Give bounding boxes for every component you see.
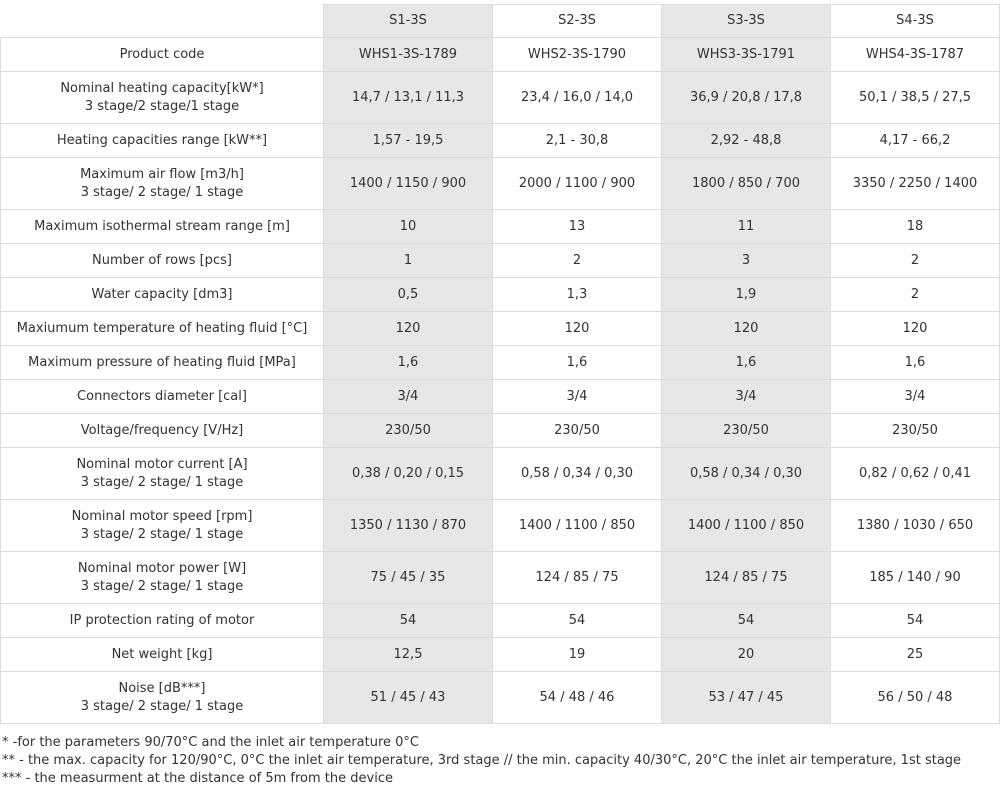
table-cell: 12,5 <box>324 638 493 672</box>
table-row <box>1 448 1000 500</box>
row-label <box>1 380 324 414</box>
row-label-line: Nominal motor speed [rpm] <box>71 508 253 524</box>
table-cell: 0,82 / 0,62 / 0,41 <box>831 448 1000 500</box>
table-cell: 4,17 - 66,2 <box>831 124 1000 158</box>
table-cell: 124 / 85 / 75 <box>662 552 831 604</box>
row-label <box>1 210 324 244</box>
table-cell: 54 <box>662 604 831 638</box>
row-label <box>1 244 324 278</box>
table-cell: 3/4 <box>831 380 1000 414</box>
table-cell: 14,7 / 13,1 / 11,3 <box>324 72 493 124</box>
spec-table-body <box>1 38 1000 724</box>
table-cell: 23,4 / 16,0 / 14,0 <box>493 72 662 124</box>
table-row <box>1 38 1000 72</box>
table-cell: 1800 / 850 / 700 <box>662 158 831 210</box>
row-label <box>1 552 324 604</box>
table-cell: 2,1 - 30,8 <box>493 124 662 158</box>
footnote: * -for the parameters 90/70°C and the inlet air temperature 0°C <box>2 735 420 750</box>
row-label-line: Noise [dB***] <box>118 680 206 696</box>
table-cell: 230/50 <box>493 414 662 448</box>
column-header: S2-3S <box>493 5 662 38</box>
table-row <box>1 604 1000 638</box>
column-header: S4-3S <box>831 5 1000 38</box>
row-label-line: Product code <box>119 46 205 62</box>
row-label-line: Nominal motor current [A] <box>76 456 248 472</box>
row-label-line: Maxiumum temperature of heating fluid [°C] <box>16 320 308 336</box>
row-label <box>1 346 324 380</box>
row-label <box>1 278 324 312</box>
table-cell: 2 <box>831 244 1000 278</box>
table-cell: WHS1-3S-1789 <box>324 38 493 72</box>
table-cell: 3/4 <box>324 380 493 414</box>
table-cell: 56 / 50 / 48 <box>831 672 1000 724</box>
row-label-line: Nominal motor power [W] <box>77 560 247 576</box>
table-cell: 0,58 / 0,34 / 0,30 <box>662 448 831 500</box>
table-cell: 10 <box>324 210 493 244</box>
row-label-line: Nominal heating capacity[kW*] <box>60 80 264 96</box>
footnotes <box>2 734 961 788</box>
table-cell: 36,9 / 20,8 / 17,8 <box>662 72 831 124</box>
table-row <box>1 346 1000 380</box>
column-header: S1-3S <box>324 5 493 38</box>
table-cell: 0,58 / 0,34 / 0,30 <box>493 448 662 500</box>
row-label-line: 3 stage/2 stage/1 stage <box>84 98 240 114</box>
row-label-line: Maximum isothermal stream range [m] <box>34 218 290 234</box>
row-label-line: Maximum air flow [m3/h] <box>80 166 244 182</box>
table-cell: 1400 / 1100 / 850 <box>662 500 831 552</box>
header-row <box>1 5 1000 38</box>
table-cell: 2000 / 1100 / 900 <box>493 158 662 210</box>
row-label-line: Water capacity [dm3] <box>91 286 233 302</box>
table-cell: 53 / 47 / 45 <box>662 672 831 724</box>
row-label <box>1 672 324 724</box>
table-row <box>1 414 1000 448</box>
table-cell: 2 <box>493 244 662 278</box>
table-cell: 1400 / 1100 / 850 <box>493 500 662 552</box>
table-row <box>1 672 1000 724</box>
table-cell: 1,3 <box>493 278 662 312</box>
table-cell: 3 <box>662 244 831 278</box>
table-row <box>1 210 1000 244</box>
table-row <box>1 158 1000 210</box>
table-cell: 0,38 / 0,20 / 0,15 <box>324 448 493 500</box>
footnote: *** - the measurment at the distance of 5m from the device <box>2 771 393 786</box>
table-cell: 3350 / 2250 / 1400 <box>831 158 1000 210</box>
row-label-line: Maximum pressure of heating fluid [MPa] <box>28 354 296 370</box>
row-label-line: 3 stage/ 2 stage/ 1 stage <box>80 526 244 542</box>
row-label <box>1 414 324 448</box>
table-cell: 1,6 <box>831 346 1000 380</box>
column-header: S3-3S <box>662 5 831 38</box>
table-row <box>1 552 1000 604</box>
table-cell: WHS2-3S-1790 <box>493 38 662 72</box>
row-label <box>1 500 324 552</box>
table-cell: 75 / 45 / 35 <box>324 552 493 604</box>
spec-table <box>0 4 1000 724</box>
row-label-line: Number of rows [pcs] <box>92 252 232 268</box>
row-label-line: 3 stage/ 2 stage/ 1 stage <box>80 474 244 490</box>
row-label-line: Heating capacities range [kW**] <box>56 132 268 148</box>
table-cell: 19 <box>493 638 662 672</box>
table-row <box>1 638 1000 672</box>
table-row <box>1 312 1000 346</box>
table-cell: 25 <box>831 638 1000 672</box>
row-label <box>1 38 324 72</box>
table-cell: 51 / 45 / 43 <box>324 672 493 724</box>
table-cell: 120 <box>493 312 662 346</box>
table-cell: 3/4 <box>493 380 662 414</box>
table-cell: 120 <box>662 312 831 346</box>
row-label-line: Net weight [kg] <box>111 646 213 662</box>
table-cell: 1400 / 1150 / 900 <box>324 158 493 210</box>
table-row <box>1 500 1000 552</box>
table-cell: 120 <box>831 312 1000 346</box>
table-cell: 120 <box>324 312 493 346</box>
table-row <box>1 72 1000 124</box>
table-cell: 54 <box>831 604 1000 638</box>
table-cell: WHS3-3S-1791 <box>662 38 831 72</box>
table-cell: 1,57 - 19,5 <box>324 124 493 158</box>
table-cell: 3/4 <box>662 380 831 414</box>
table-row <box>1 124 1000 158</box>
table-cell: 1,6 <box>662 346 831 380</box>
table-cell: 1,6 <box>493 346 662 380</box>
table-cell: 1,9 <box>662 278 831 312</box>
table-cell: WHS4-3S-1787 <box>831 38 1000 72</box>
table-cell: 2 <box>831 278 1000 312</box>
table-cell: 54 <box>324 604 493 638</box>
table-row <box>1 278 1000 312</box>
header-corner <box>1 5 324 38</box>
row-label <box>1 158 324 210</box>
table-cell: 230/50 <box>324 414 493 448</box>
row-label <box>1 312 324 346</box>
table-cell: 124 / 85 / 75 <box>493 552 662 604</box>
table-row <box>1 244 1000 278</box>
table-cell: 18 <box>831 210 1000 244</box>
table-cell: 1,6 <box>324 346 493 380</box>
row-label <box>1 72 324 124</box>
row-label-line: Connectors diameter [cal] <box>77 388 247 404</box>
row-label-line: 3 stage/ 2 stage/ 1 stage <box>80 184 244 200</box>
row-label <box>1 638 324 672</box>
table-cell: 50,1 / 38,5 / 27,5 <box>831 72 1000 124</box>
table-cell: 230/50 <box>662 414 831 448</box>
table-cell: 54 / 48 / 46 <box>493 672 662 724</box>
row-label-line: Voltage/frequency [V/Hz] <box>80 422 244 438</box>
row-label-line: 3 stage/ 2 stage/ 1 stage <box>80 578 244 594</box>
table-cell: 1350 / 1130 / 870 <box>324 500 493 552</box>
table-cell: 2,92 - 48,8 <box>662 124 831 158</box>
table-cell: 185 / 140 / 90 <box>831 552 1000 604</box>
row-label <box>1 448 324 500</box>
table-cell: 54 <box>493 604 662 638</box>
table-cell: 20 <box>662 638 831 672</box>
table-cell: 13 <box>493 210 662 244</box>
row-label-line: 3 stage/ 2 stage/ 1 stage <box>80 698 244 714</box>
table-cell: 11 <box>662 210 831 244</box>
table-cell: 1 <box>324 244 493 278</box>
table-cell: 1380 / 1030 / 650 <box>831 500 1000 552</box>
row-label-line: IP protection rating of motor <box>69 612 255 628</box>
footnote: ** - the max. capacity for 120/90°C, 0°C the inlet air temperature, 3rd stage // the min. capacity 40/30°C, 20°C the inlet air temperature, 1st stage <box>2 753 962 768</box>
row-label <box>1 124 324 158</box>
row-label <box>1 604 324 638</box>
table-cell: 230/50 <box>831 414 1000 448</box>
table-cell: 0,5 <box>324 278 493 312</box>
table-row <box>1 380 1000 414</box>
